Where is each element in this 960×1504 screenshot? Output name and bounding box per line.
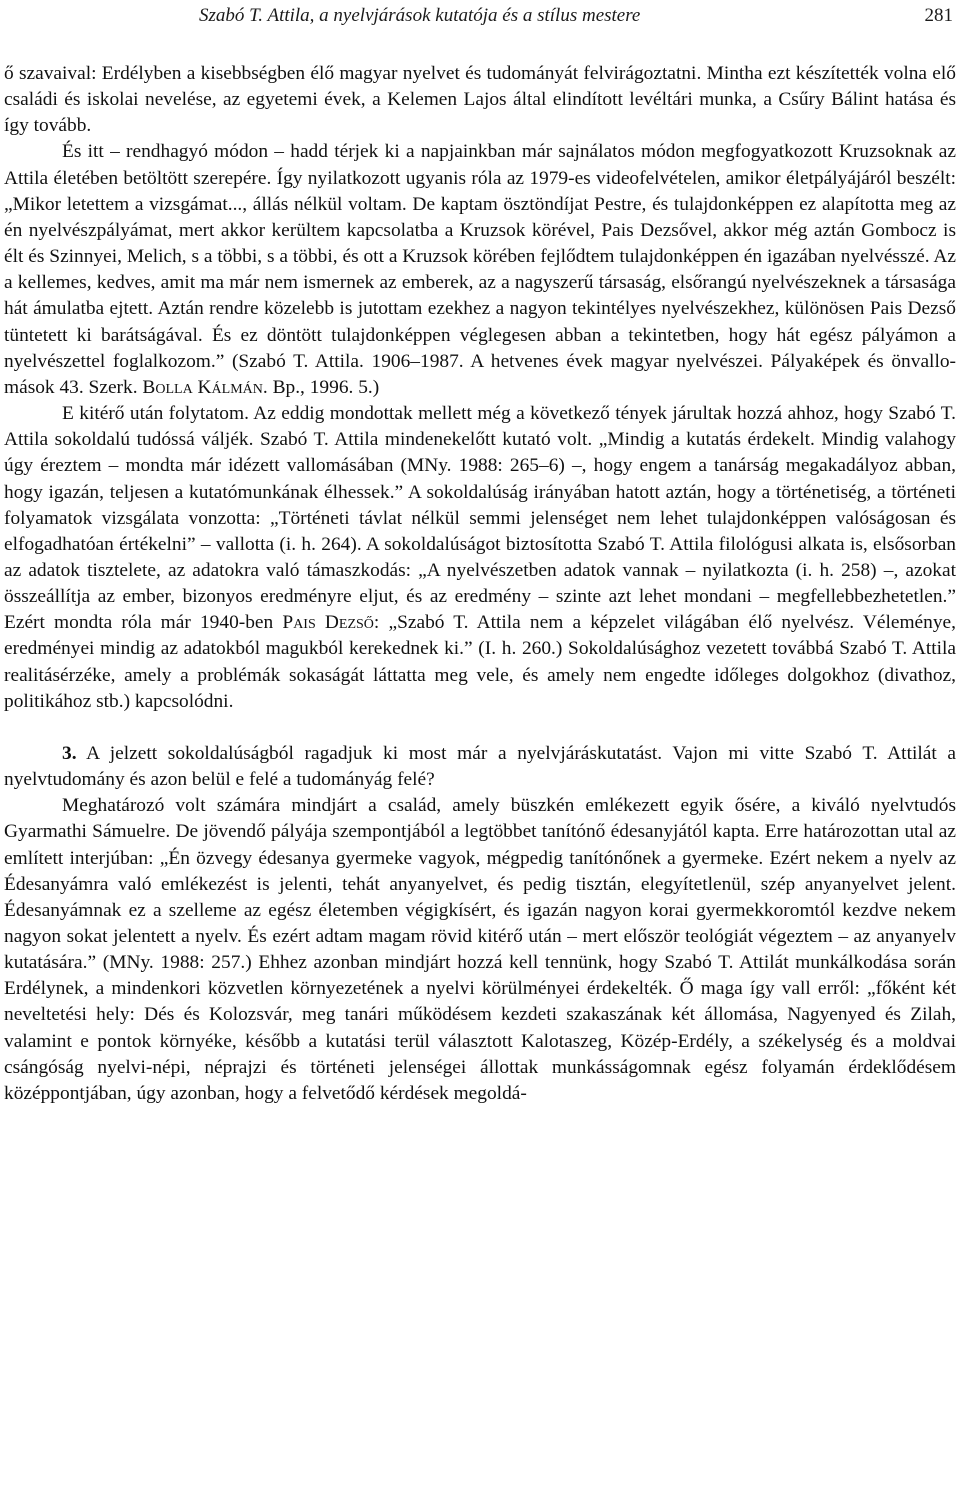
paragraph-3 <box>4 401 956 715</box>
paragraph-3-text: E kitérő után folytatom. Az eddig mondottak mellett még a következő tények járultak hozzá ahhoz, hogy Szabó T. Attila sokoldalú tudóssá váljék. Szabó T. Attila mindenekelőtt kutató volt. „Mindig a kutatás érdekelt. Mindig valahogy úgy éreztem – mondta már idézett vallomásában (MNy. 1988: 265–6) –, hogy engem a tanárság megakadályoz abban, hogy igazán, teljesen a kutatómunkának élhessek.” A sokoldalúság irányában hatott aztán, hogy a történetiség, a történeti folyamatok vizsgálata vonzotta: „Történeti távlat nélkül semmi jelenséget nem lehet tulajdonképpen valóságosan és elfogadhatóan értékelni” – vallotta (i. h. 264). A sokoldalúságot biztosította Szabó T. Attila filológusi alkata is, elsősorban az adatok tisztelete, az adatokra való támaszkodás: „A nyelvészetben adatok vannak – nyilatkozta (i. h. 258) –, azokat összeállítja az ember, bizonyos eredményre eljut, és az eredmény – szinte azt lehet mondani – megfellebbezhetetlen.” Ezért mondta róla már 1940-ben <box>4 403 956 634</box>
running-header-title: Szabó T. Attila, a nyelvjárások kutatója és a stílus mestere <box>199 5 641 26</box>
paragraph-5-text: Meghatározó volt számára mindjárt a család, amely büszkén emlékezett egyik ősére, a kiváló nyelvtudós Gyarmathi Sámuelre. De jövendő pályája szempontjából a legtöbbet tanítónő édesanyjától kapta. Erre határozottan utal az említett interjúban: „Én özvegy édesanya gyermeke vagyok, mégpedig tanítónőnek a gyermeke. Ezért nekem a nyelv az Édesanyámra való emlékezést is jelenti, tehát anyanyelvet, és pedig tisztán, elegyítetlenül, szép anyanyelvet jelent. Édesanyámnak ez a szelleme az egész életemben végigkísért, és igazán nagyon korai gyermekkoromtól kezdve nekem nagyon sokat jelentett a nyelv. És ezért adtam magam rövid kitérő után – mert először teológiát végeztem – az anyanyelv kutatására.” (MNy. 1988: 257.) Ehhez azonban mindjárt hozzá kell tennünk, hogy Szabó T. Attilát munkálkodása során Erdélynek, a mindenkori közvetlen környezetének a nyelvi körülményei érdekelték. Ő maga így vall erről: „főként két neveltetési hely: Dés és Kolozsvár, meg tanári működésem kezdeti szakaszának két állomása, Nagyenyed és Zilah, valamint e pontok környéke, később a kutatási terül választott Kalotaszeg, Közép-Erdély, a székelység és a moldvai csángóság nyelvi-népi, néprajzi és történeti jelenségei állottak munkásságomnak egész folyamán érdeklődésem középpontjában, úgy azonban, hogy a felvetődő kérdések megoldá- <box>4 795 956 1104</box>
book-page <box>4 0 956 1504</box>
paragraph-2-suffix: . Bp., 1996. 5.) <box>262 376 380 398</box>
paragraph-3-suffix: : „Szabó T. Attila nem a képzelet világában élő nyelvész. Véleménye, eredményei mindig az adatokból magukból kerekednek ki.” (I. h. 260.) Sokoldalúsághoz vezetett továbbá Szabó T. Attila realitásérzéke, amely a problémák sokaságát láttatta meg vele, és amely nem engedte időleges dolgokhoz (divathoz, politikához stb.) kapcsolódni. <box>4 612 956 712</box>
paragraph-5 <box>4 793 956 1107</box>
section-number: 3. <box>62 742 77 764</box>
section-3-paragraph <box>4 741 956 793</box>
paragraph-1-text: ő szavaival: Erdélyben a kisebbségben élő magyar nyelvet és tudományát felvirágoztatni. Mintha ezt készítették volna elő családi és iskolai nevelése, az egyetemi évek, a Kelemen Lajos által elindított levéltári munka, a Csűry Bálint hatása és így tovább. <box>4 63 956 137</box>
paragraph-2 <box>4 139 956 401</box>
paragraph-1 <box>4 61 956 139</box>
body-text <box>4 61 956 1107</box>
paragraph-2-editor-name: Bolla Kálmán <box>142 376 263 398</box>
paragraph-2-text: És itt – rendhagyó módon – hadd térjek ki a napjainkban már sajnálatos módon megfogyatkozott Kruzsoknak az Attila életében betöltött szerepére. Így nyilatkozott ugyanis róla az 1979-es videofelvételen, amikor életpályájáról beszélt: „Mikor letettem a vizsgámat..., állás nélkül voltam. De kaptam ösztöndíjat Pestre, és tulajdonképpen ez alapította meg az én nyelvészpályámat, mert akkor kerültem kapcsolatba a Kruzsok körével, Pais Dezsővel, akkor még aztán Gombocz is élt és Szinnyei, Melich, s a többi, s a többi, és ott a Kruzsok körében fejlődtem tulajdonképpen én igazában nyelvésszé. Az a kellemes, kedves, amit ma már nem ismernek az emberek, az a nagyszerű társaság, elsőrangú nyelvészeknek a társasága hát ámulatba ejtett. Aztán rendre közelebb is jutottam ezekhez a nagyon tekintélyes nyelvészekhez, különösen Pais Dezső tüntetett ki barátságával. És ez döntött tulajdonképpen véglegesen abban a tekintetben, hogy hát egész pályámon a nyelvészettel foglalkozom.” (Szabó T. Attila. 1906–1987. A hetvenes évek magyar nyelvészei. Pályaképek és önvallomások 43. Szerk. <box>4 141 956 398</box>
paragraph-3-author-name: Pais Dezső <box>282 612 374 634</box>
running-header <box>4 3 956 33</box>
section-gap <box>4 715 956 741</box>
section-3-text: A jelzett sokoldalúságból ragadjuk ki most már a nyelvjáráskutatást. Vajon mi vitte Szabó T. Attilát a nyelvtudomány és azon belül e felé a tudományág felé? <box>4 742 956 791</box>
page-number: 281 <box>924 5 953 26</box>
